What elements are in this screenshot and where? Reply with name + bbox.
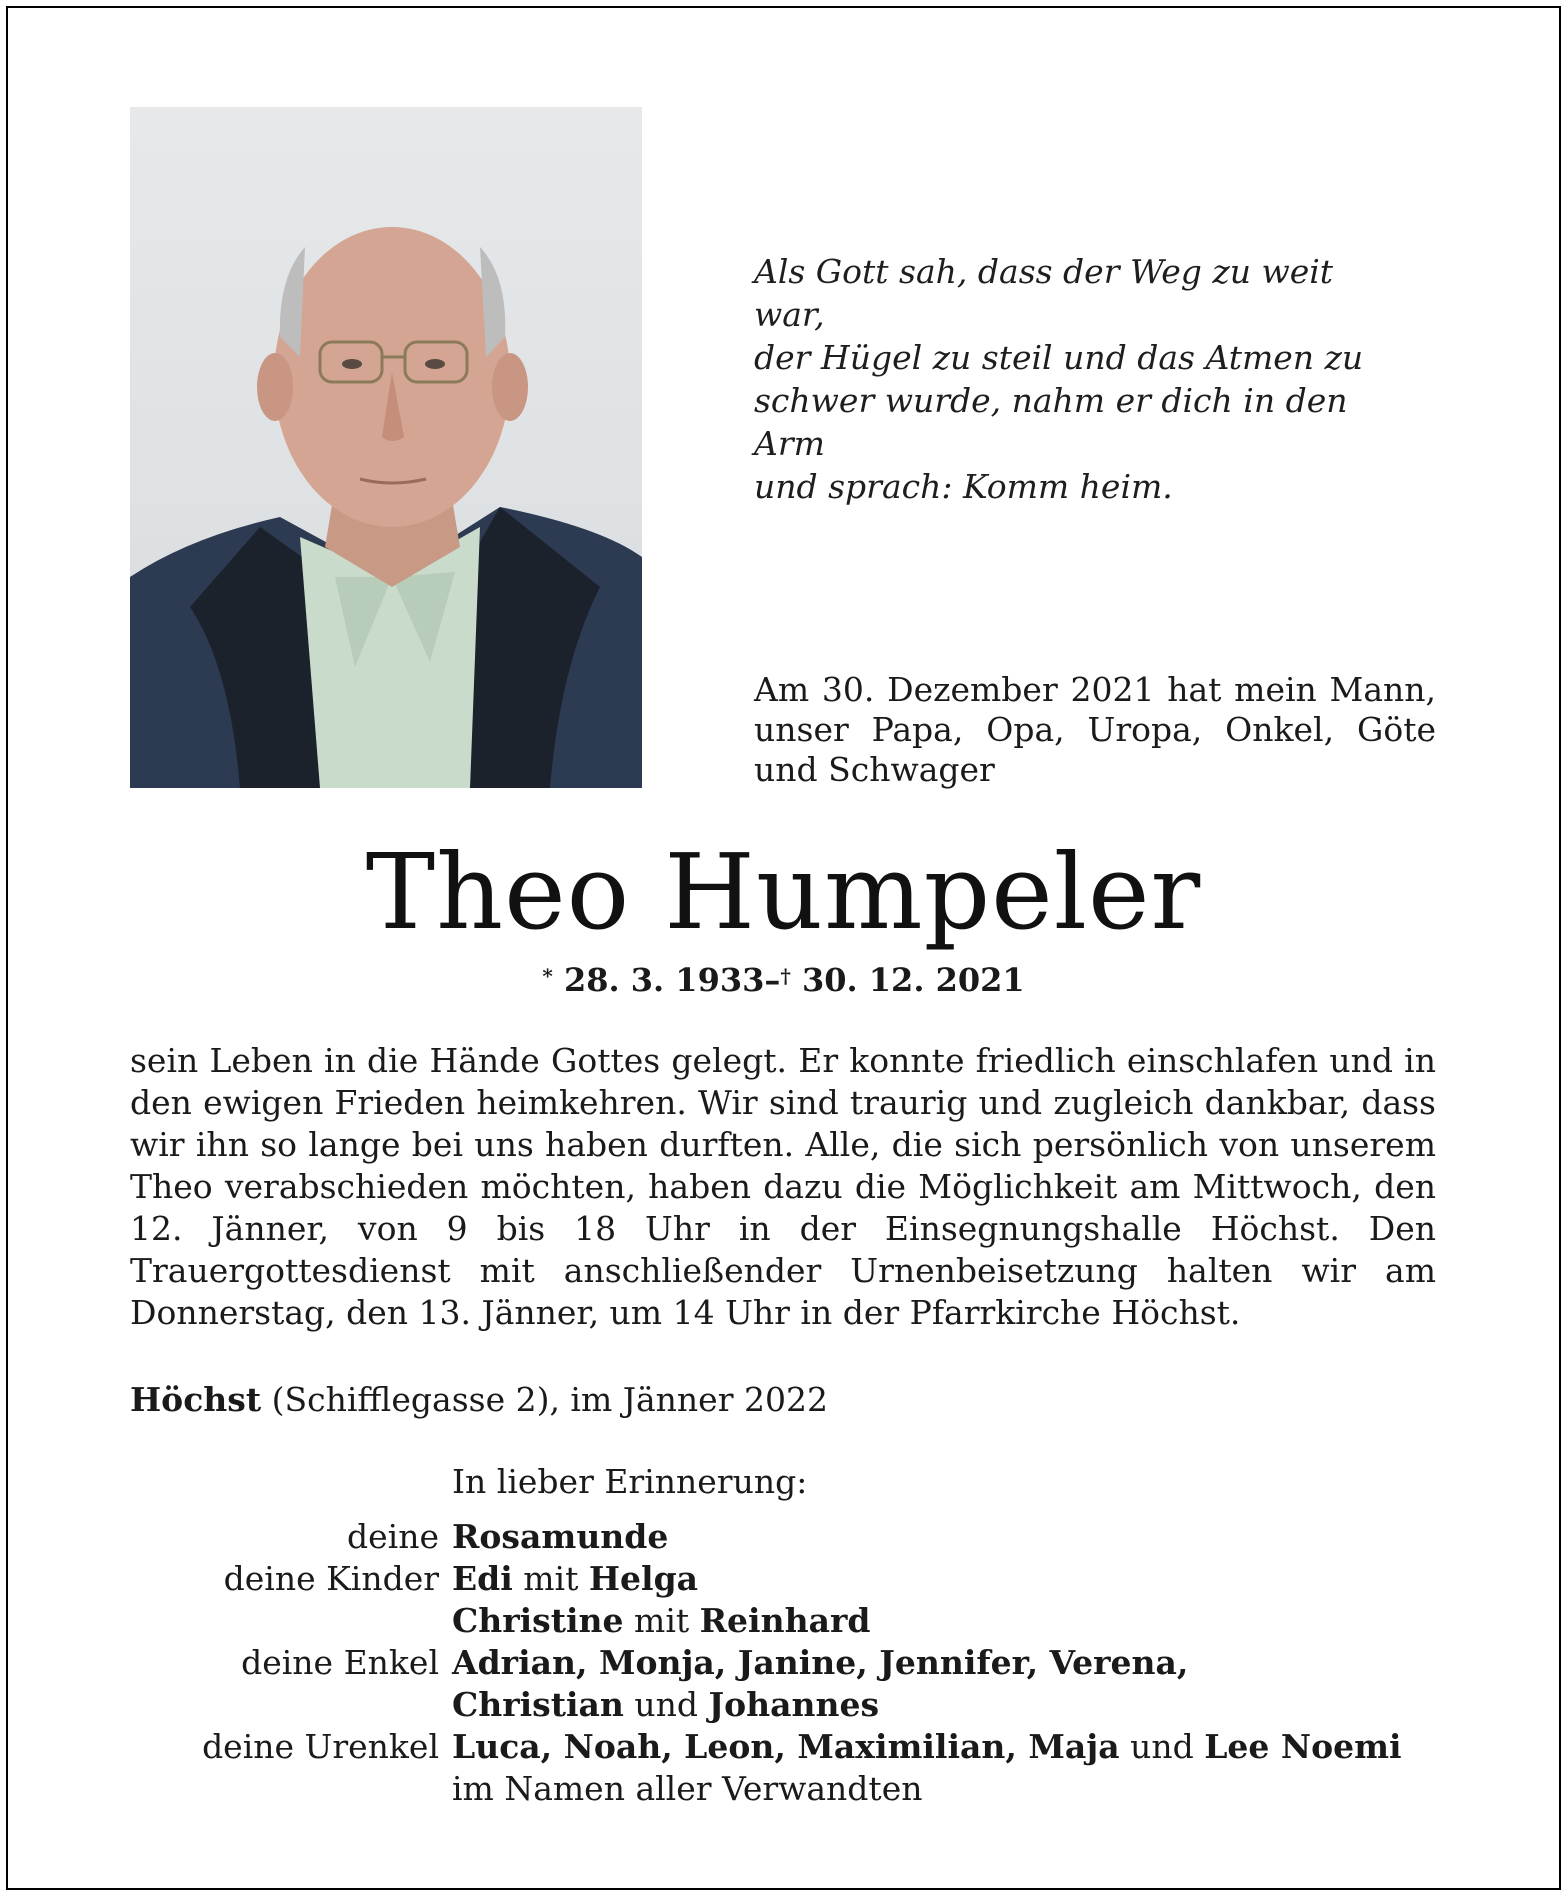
quote-line: schwer wurde, nahm er dich in den Arm: [754, 381, 1348, 463]
family-name: Edi: [452, 1559, 513, 1598]
family-name: Christian: [452, 1685, 624, 1724]
death-symbol: †: [780, 964, 791, 988]
family-name: Helga: [588, 1559, 699, 1598]
place-town: Höchst: [130, 1380, 262, 1419]
family-conjunction: und: [623, 1685, 709, 1724]
death-date: 30. 12. 2021: [801, 961, 1025, 999]
memorial-quote: [754, 250, 1394, 508]
place-rest: (Schifflegasse 2), im Jänner 2022: [261, 1380, 828, 1419]
family-names: [452, 1726, 1402, 1768]
portrait-illustration: [130, 107, 642, 788]
family-row-grandchildren-2: [0, 1684, 1567, 1726]
intro-text: Am 30. Dezember 2021 hat mein Mann, unser Papa, Opa, Uropa, Onkel, Göte und Schwager: [754, 670, 1436, 789]
family-row-children: [0, 1558, 1567, 1600]
body-text: sein Leben in die Hände Gottes gelegt. Er konnte friedlich einschlafen und in den ewigen Frieden heimkehren. Wir sind traurig und zugleich dankbar, dass wir ihn so lange bei uns haben durften. Alle, die sich persönlich von unserem Theo verabschieden möchten, haben dazu die Möglichkeit am Mittwoch, den 12. Jänner, von 9 bis 18 Uhr in der Einsegnungshalle Höchst. Den Trauergottesdienst mit anschließender Urnenbeisetzung halten wir am Donnerstag, den 13. Jänner, um 14 Uhr in der Pfarrkirche Höchst.: [130, 1041, 1436, 1332]
family-row-wife: [0, 1516, 1567, 1558]
family-row-closing: [0, 1768, 1567, 1810]
portrait-photo: [130, 107, 642, 788]
family-names: [452, 1642, 1188, 1684]
family-name: Christine: [452, 1601, 624, 1640]
life-dates: [0, 960, 1567, 1000]
quote-line: und sprach: Komm heim.: [754, 467, 1173, 506]
quote-line: der Hügel zu steil und das Atmen zu: [754, 338, 1364, 377]
date-separator: –: [764, 961, 781, 999]
family-row-greatgrandchildren: [0, 1726, 1567, 1768]
family-row-grandchildren: [0, 1642, 1567, 1684]
family-conjunction: mit: [512, 1559, 589, 1598]
birth-symbol: *: [542, 964, 553, 988]
family-label: deine Kinder: [223, 1559, 439, 1598]
family-names: [452, 1516, 668, 1558]
family-label: deine Urenkel: [202, 1727, 439, 1766]
family-name: Adrian, Monja, Janine, Jennifer, Verena,: [452, 1643, 1189, 1682]
family-conjunction: mit: [623, 1601, 700, 1640]
family-conjunction: und: [1119, 1727, 1205, 1766]
quote-line: Als Gott sah, dass der Weg zu weit war,: [754, 252, 1334, 334]
family-name: Rosamunde: [452, 1517, 669, 1556]
family-label: deine: [347, 1517, 439, 1556]
family-closing: im Namen aller Verwandten: [452, 1769, 923, 1808]
birth-date: 28. 3. 1933: [563, 961, 765, 999]
memory-heading: In lieber Erinnerung:: [452, 1462, 808, 1501]
family-names: [452, 1600, 870, 1642]
family-names: [452, 1684, 879, 1726]
family-row-children-2: [0, 1600, 1567, 1642]
family-name: Johannes: [708, 1685, 880, 1724]
family-label: deine Enkel: [241, 1643, 439, 1682]
family-name: Luca, Noah, Leon, Maximilian, Maja: [452, 1727, 1120, 1766]
deceased-name: Theo Humpeler: [365, 831, 1202, 953]
family-names: [452, 1558, 698, 1600]
family-name: Reinhard: [699, 1601, 871, 1640]
family-name: Lee Noemi: [1204, 1727, 1402, 1766]
place-date: [130, 1380, 828, 1420]
